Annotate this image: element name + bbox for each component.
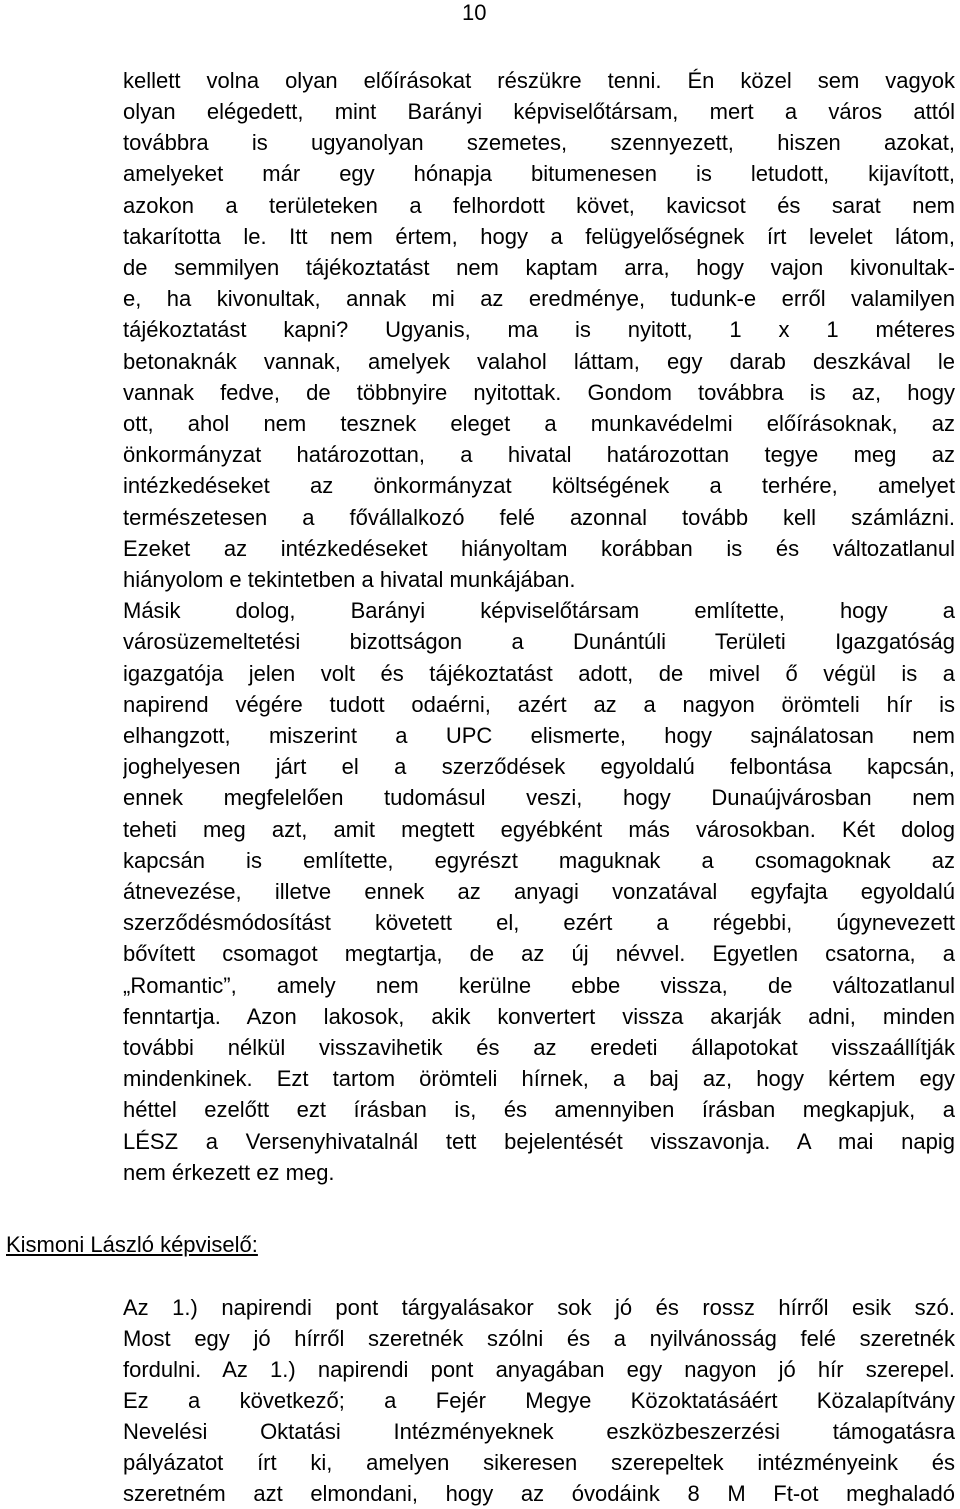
text-line: de semmilyen tájékoztatást nem kaptam arra, hogy vajon kivonultak- xyxy=(123,255,955,280)
text-line: betonaknák vannak, amelyek valahol láttam, egy darab deszkával le xyxy=(123,349,955,374)
page-number: 10 xyxy=(462,0,487,25)
text-line: Ez a következő; a Fejér Megye Közoktatásáért Közalapítvány xyxy=(123,1388,955,1413)
text-line: igazgatója jelen volt és tájékoztatást adott, de mivel ő végül is a xyxy=(123,661,955,686)
text-line: kapcsán is említette, egyrészt maguknak a csomagoknak az xyxy=(123,848,955,873)
text-line: olyan elégedett, mint Barányi képviselőtársam, mert a város attól xyxy=(123,99,955,124)
text-line: teheti meg azt, amit megtett egyébként más városokban. Két dolog xyxy=(123,817,955,842)
text-line: elhangzott, miszerint a UPC elismerte, hogy sajnálatosan nem xyxy=(123,723,955,748)
text-line: szeretném azt elmondani, hogy az óvodáink 8 M Ft-ot meghaladó xyxy=(123,1481,955,1506)
text-line: azokon a területeken a felhordott követ, kavicsot és sarat nem xyxy=(123,193,955,218)
text-line: Nevelési Oktatási Intézményeknek eszközbeszerzési támogatásra xyxy=(123,1419,955,1444)
text-line: LÉSZ a Versenyhivatalnál tett bejelentését visszavonja. A mai napig xyxy=(123,1129,955,1154)
text-line: ennek megfelelően tudomásul veszi, hogy Dunaújvárosban nem xyxy=(123,785,955,810)
text-line: hiányolom e tekintetben a hivatal munkájában. xyxy=(123,567,576,592)
text-line: joghelyesen járt el a szerződések egyoldalú felbontása kapcsán, xyxy=(123,754,955,779)
text-line: vannak fedve, de többnyire nyitottak. Gondom továbbra is az, hogy xyxy=(123,380,955,405)
text-line: városüzemeltetési bizottságon a Dunántúli Területi Igazgatóság xyxy=(123,629,955,654)
text-line: további nélkül visszavihetik és az eredeti állapotokat visszaállítják xyxy=(123,1035,955,1060)
text-line: tájékoztatást kapni? Ugyanis, ma is nyitott, 1 x 1 méteres xyxy=(123,317,955,342)
text-line: átnevezése, illetve ennek az anyagi vonzatával egyfajta egyoldalú xyxy=(123,879,955,904)
text-line: fenntartja. Azon lakosok, akik konvertert vissza akarják adni, minden xyxy=(123,1004,955,1029)
text-line: bővített csomagot megtartja, de az új névvel. Egyetlen csatorna, a xyxy=(123,941,955,966)
text-line: intézkedéseket az önkormányzat költségének a terhére, amelyet xyxy=(123,473,955,498)
speaker-label: Kismoni László képviselő: xyxy=(6,1232,258,1257)
text-line: Az 1.) napirendi pont tárgyalásakor sok jó és rossz hírről esik szó. xyxy=(123,1295,955,1320)
text-line: ott, ahol nem tesznek eleget a munkavédelmi előírásoknak, az xyxy=(123,411,955,436)
text-line: e, ha kivonultak, annak mi az eredménye, tudunk-e erről valamilyen xyxy=(123,286,955,311)
text-line: Másik dolog, Barányi képviselőtársam említette, hogy a xyxy=(123,598,955,623)
text-line: pályázatot írt ki, amelyen sikeresen szerepeltek intézményeink és xyxy=(123,1450,955,1475)
text-line: szerződésmódosítást követett el, ezért a régebbi, úgynevezett xyxy=(123,910,955,935)
text-line: „Romantic”, amely nem kerülne ebbe vissza, de változatlanul xyxy=(123,973,955,998)
text-line: Most egy jó hírről szeretnék szólni és a nyilvánosság felé szeretnék xyxy=(123,1326,955,1351)
text-line: önkormányzat határozottan, a hivatal határozottan tegye meg az xyxy=(123,442,955,467)
text-line: Ezeket az intézkedéseket hiányoltam korábban is és változatlanul xyxy=(123,536,955,561)
text-line: továbbra is ugyanolyan szemetes, szennyezett, hiszen azokat, xyxy=(123,130,955,155)
text-line: takarította le. Itt nem értem, hogy a felügyelőségnek írt levelet látom, xyxy=(123,224,955,249)
text-line: napirend végére tudott odaérni, azért az a nagyon örömteli hír is xyxy=(123,692,955,717)
text-line: természetesen a fővállalkozó felé azonnal tovább kell számlázni. xyxy=(123,505,955,530)
text-line: amelyeket már egy hónapja bitumenesen is letudott, kijavított, xyxy=(123,161,955,186)
text-line: fordulni. Az 1.) napirendi pont anyagában egy nagyon jó hír szerepel. xyxy=(123,1357,955,1382)
text-line: nem érkezett ez meg. xyxy=(123,1160,335,1185)
text-line: kellett volna olyan előírásokat részükre tenni. Én közel sem vagyok xyxy=(123,68,955,93)
text-line: héttel ezelőtt ezt írásban is, és amennyiben írásban megkapjuk, a xyxy=(123,1097,955,1122)
text-line: mindenkinek. Ezt tartom örömteli hírnek, a baj az, hogy kértem egy xyxy=(123,1066,955,1091)
